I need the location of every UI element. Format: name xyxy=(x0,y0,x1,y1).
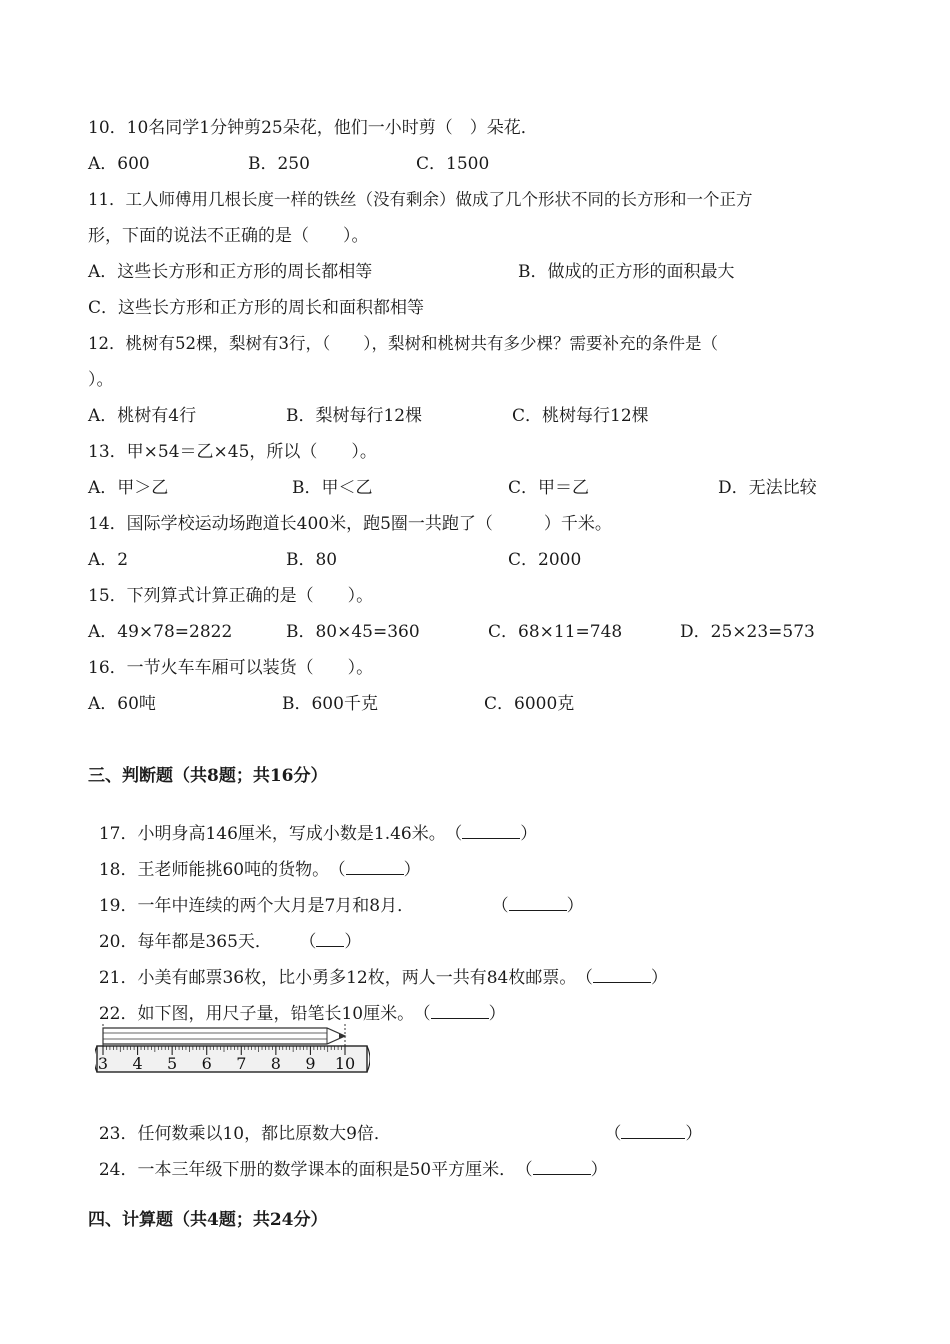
q15-stem: 15．下列算式计算正确的是（ ）。 xyxy=(88,586,374,606)
q23-open-paren: （ xyxy=(612,1124,622,1144)
q13-option-a: A．甲＞乙 xyxy=(88,478,169,498)
q23-close-paren: ） xyxy=(685,1124,703,1144)
q17-answer-blank[interactable] xyxy=(462,824,520,839)
q24-open-paren: （ xyxy=(524,1160,533,1180)
q20-open-paren: （ xyxy=(307,932,317,952)
section3-title: 三、判断题（共8题；共16分） xyxy=(88,766,328,786)
q17-open-paren: （ xyxy=(453,824,463,844)
q24-close-paren: ） xyxy=(590,1160,608,1180)
q10-option-c: C．1500 xyxy=(416,154,490,174)
ruler-label: 10 xyxy=(334,1054,356,1073)
q11-option-a: A．这些长方形和正方形的周长都相等 xyxy=(88,262,373,282)
q19-answer-blank[interactable] xyxy=(509,896,567,911)
q19-close-paren: ） xyxy=(566,896,584,916)
q21-text: 21．小美有邮票36枚，比小勇多12枚，两人一共有84枚邮票。 xyxy=(98,968,577,988)
q11-option-c: C．这些长方形和正方形的周长和面积都相等 xyxy=(88,298,425,318)
ruler-pencil-figure xyxy=(95,1018,370,1078)
q22-text: 22．如下图，用尺子量，铅笔长10厘米。 xyxy=(98,1004,415,1024)
q10-option-b: B．250 xyxy=(248,154,310,174)
q16-option-b: B．600千克 xyxy=(282,694,378,714)
ruler-label: 3 xyxy=(97,1054,109,1073)
ruler-label: 4 xyxy=(132,1054,143,1073)
q19-text: 19．一年中连续的两个大月是7月和8月． xyxy=(98,896,415,916)
q14-option-c: C．2000 xyxy=(508,550,582,570)
ruler-label: 8 xyxy=(270,1054,281,1073)
q17-text: 17．小明身高146厘米，写成小数是1.46米。 xyxy=(98,824,446,844)
q11-stem-line2: 形，下面的说法不正确的是（ ）。 xyxy=(88,226,369,246)
ruler-label: 5 xyxy=(167,1054,178,1073)
ruler-label: 6 xyxy=(201,1054,212,1073)
q18-text: 18．王老师能挑60吨的货物。 xyxy=(98,860,330,880)
q12-option-b: B．梨树每行12棵 xyxy=(286,406,423,426)
q14-stem: 14．国际学校运动场跑道长400米，跑5圈一共跑了（ ）千米。 xyxy=(88,514,612,534)
q13-stem: 13．甲×54＝乙×45，所以（ ）。 xyxy=(88,442,377,462)
q12-stem-line1: 12．桃树有52棵，梨树有3行，（ ），梨树和桃树共有多少棵？需要补充的条件是（ xyxy=(88,334,718,353)
q11-stem-line1: 11．工人师傅用几根长度一样的铁丝（没有剩余）做成了几个形状不同的长方形和一个正方 xyxy=(88,190,753,209)
q10-option-a: A．600 xyxy=(88,154,150,174)
q21-open-paren: （ xyxy=(584,968,593,988)
q11-option-b: B．做成的正方形的面积最大 xyxy=(518,262,735,282)
q13-option-d: D．无法比较 xyxy=(718,478,817,498)
q23-answer-blank[interactable] xyxy=(621,1124,685,1139)
q16-stem: 16．一节火车车厢可以装货（ ）。 xyxy=(88,658,374,678)
ruler-body xyxy=(95,1046,370,1073)
ruler-label: 7 xyxy=(236,1054,247,1073)
q15-option-b: B．80×45=360 xyxy=(286,622,420,642)
q13-option-b: B．甲＜乙 xyxy=(292,478,373,498)
q14-option-a: A．2 xyxy=(88,550,129,570)
q15-option-c: C．68×11=748 xyxy=(488,622,623,642)
q23-text: 23．任何数乘以10，都比原数大9倍． xyxy=(98,1124,391,1144)
q19-open-paren: （ xyxy=(500,896,509,916)
q18-open-paren: （ xyxy=(337,860,346,880)
q22-open-paren: （ xyxy=(422,1004,431,1024)
q22-close-paren: ） xyxy=(488,1004,506,1024)
ruler-label: 9 xyxy=(305,1054,316,1073)
pencil-icon xyxy=(103,1024,345,1048)
q21-answer-blank[interactable] xyxy=(593,968,651,983)
q20-close-paren: ） xyxy=(344,932,362,952)
q21-close-paren: ） xyxy=(650,968,668,988)
q12-stem-line2: ）。 xyxy=(88,370,114,390)
q16-option-a: A．60吨 xyxy=(88,694,156,714)
q24-line xyxy=(88,1137,608,1181)
q16-option-c: C．6000克 xyxy=(484,694,575,714)
q17-close-paren: ） xyxy=(520,824,538,844)
q15-option-d: D．25×23=573 xyxy=(680,622,815,642)
q20-text: 20．每年都是365天． xyxy=(98,932,272,952)
q12-option-a: A．桃树有4行 xyxy=(88,406,197,426)
q13-option-c: C．甲＝乙 xyxy=(508,478,590,498)
q24-answer-blank[interactable] xyxy=(533,1160,591,1175)
section4-title: 四、计算题（共4题；共24分） xyxy=(88,1210,328,1230)
q15-option-a: A．49×78=2822 xyxy=(88,622,233,642)
q12-option-c: C．桃树每行12棵 xyxy=(512,406,649,426)
q14-option-b: B．80 xyxy=(286,550,338,570)
q18-close-paren: ） xyxy=(403,860,421,880)
q24-text: 24．一本三年级下册的数学课本的面积是50平方厘米． xyxy=(98,1160,517,1180)
q22-answer-blank[interactable] xyxy=(431,1004,489,1019)
q10-stem: 10．10名同学1分钟剪25朵花，他们一小时剪（ ）朵花． xyxy=(88,118,538,138)
